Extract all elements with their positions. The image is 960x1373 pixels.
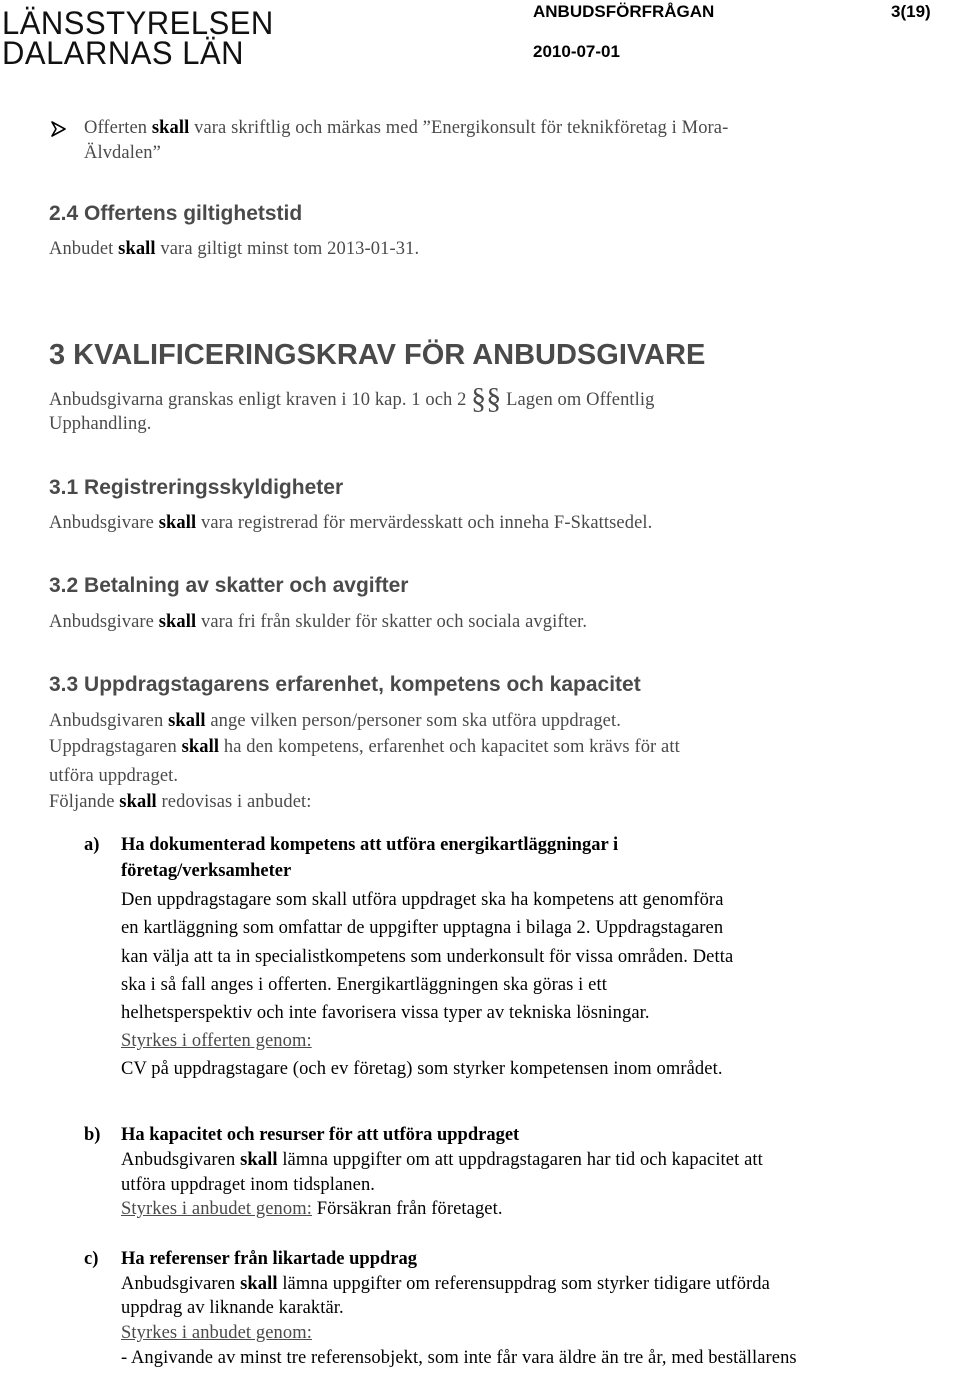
item-a-label: a) xyxy=(84,835,100,855)
doc-date: 2010-07-01 xyxy=(533,42,620,61)
item-a-body-line: en kartläggning som omfattar de uppgifter upptagna i bilaga 2. Uppdragstagaren xyxy=(121,918,724,938)
para-3-3-p1: Anbudsgivaren skall ange vilken person/personer som ska utföra uppdraget. xyxy=(49,711,621,731)
bullet-line-2: Älvdalen” xyxy=(84,143,161,163)
para-3-1: Anbudsgivare skall vara registrerad för mervärdesskatt och inneha F-Skattsedel. xyxy=(49,513,653,533)
para-3-line-1: Anbudsgivarna granskas enligt kraven i 10 kap. 1 och 2 §§ Lagen om Offentlig xyxy=(49,382,655,415)
arrow-bullet-icon xyxy=(50,120,68,138)
item-b-proof-label: Styrkes i anbudet genom: xyxy=(121,1199,312,1219)
heading-3: 3 KVALIFICERINGSKRAV FÖR ANBUDSGIVARE xyxy=(49,339,706,371)
item-a-title-line-1: Ha dokumenterad kompetens att utföra energikartläggningar i xyxy=(121,835,619,855)
item-b-line-1: Anbudsgivaren skall lämna uppgifter om att uppdragstagaren har tid och kapacitet att xyxy=(121,1150,763,1170)
item-a-proof-text: CV på uppdragstagare (och ev företag) som styrker kompetensen inom området. xyxy=(121,1059,723,1079)
para-3-line-2: Upphandling. xyxy=(49,414,152,434)
para-3-2: Anbudsgivare skall vara fri från skulder för skatter och sociala avgifter. xyxy=(49,612,588,632)
item-b-label: b) xyxy=(84,1125,101,1145)
page-number: 3(19) xyxy=(891,2,931,21)
item-a-proof-label: Styrkes i offerten genom: xyxy=(121,1031,312,1051)
item-b-proof xyxy=(121,1199,503,1220)
heading-3-2: 3.2 Betalning av skatter och avgifter xyxy=(49,574,409,597)
item-b-line-2: utföra uppdraget inom tidsplanen. xyxy=(121,1175,376,1195)
item-c-label: c) xyxy=(84,1249,99,1269)
item-c-proof-label: Styrkes i anbudet genom: xyxy=(121,1323,312,1343)
item-c-line-1: Anbudsgivaren skall lämna uppgifter om referensuppdrag som styrker tidigare utförda xyxy=(121,1274,770,1294)
item-a-body-line: Den uppdragstagare som skall utföra uppdraget ska ha kompetens att genomföra xyxy=(121,890,724,910)
doc-type: ANBUDSFÖRFRÅGAN xyxy=(533,2,715,21)
item-a-body-line: helhetsperspektiv och inte favorisera vissa typer av tekniska lösningar. xyxy=(121,1003,650,1023)
item-a-body-line: kan välja att ta in specialistkompetens som underkonsult för vissa områden. Detta xyxy=(121,947,734,967)
logo-line-2: DALARNAS LÄN xyxy=(2,34,245,72)
heading-3-1: 3.1 Registreringsskyldigheter xyxy=(49,476,344,499)
para-3-3-p2-line-2: utföra uppdraget. xyxy=(49,766,179,786)
para-2-4: Anbudet skall vara giltigt minst tom 2013-01-31. xyxy=(49,239,420,259)
item-c-title: Ha referenser från likartade uppdrag xyxy=(121,1249,417,1269)
para-3-3-p2: Uppdragstagaren skall ha den kompetens, erfarenhet och kapacitet som krävs för att xyxy=(49,737,680,757)
item-c-line-2: uppdrag av liknande karaktär. xyxy=(121,1298,344,1318)
item-a-title-line-2: företag/verksamheter xyxy=(121,861,292,881)
bullet-line-1: Offerten skall vara skriftlig och märkas med ”Energikonsult för teknikföretag i Mora- xyxy=(84,118,729,138)
heading-2-4: 2.4 Offertens giltighetstid xyxy=(49,202,303,225)
heading-3-3: 3.3 Uppdragstagarens erfarenhet, kompetens och kapacitet xyxy=(49,673,641,696)
item-b-title: Ha kapacitet och resurser för att utföra uppdraget xyxy=(121,1125,520,1145)
logo-line-1: LÄNSSTYRELSEN xyxy=(2,4,274,42)
item-c-proof-text: - Angivande av minst tre referensobjekt, som inte får vara äldre än tre år, med beställarens xyxy=(121,1348,797,1368)
para-3-3-p3: Följande skall redovisas i anbudet: xyxy=(49,792,312,812)
item-a-body-line: ska i så fall anges i offerten. Energikartläggningen ska göras i ett xyxy=(121,975,607,995)
item-b-proof-text: Försäkran från företaget. xyxy=(311,1199,503,1219)
